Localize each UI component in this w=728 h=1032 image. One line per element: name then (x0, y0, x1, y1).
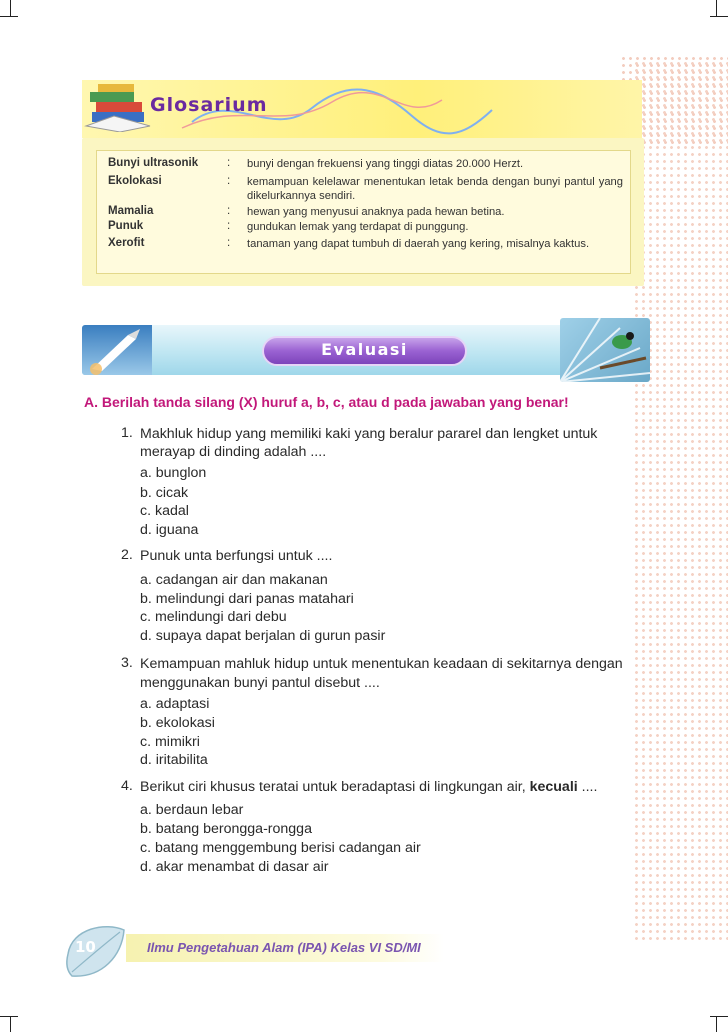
crop-mark (716, 0, 717, 16)
question-text: merayap di dinding adalah .... (140, 444, 327, 460)
emphasis-word: kecuali (529, 779, 578, 795)
crop-mark (716, 1016, 717, 1032)
question-number: 3. (121, 655, 133, 671)
question-text: menggunakan bunyi pantul disebut .... (140, 675, 380, 691)
glossary-term: Bunyi ultrasonik (108, 157, 199, 169)
answer-option[interactable]: a. bunglon (140, 465, 207, 481)
crop-mark (710, 1016, 728, 1017)
glossary-definition: gundukan lemak yang terdapat di punggung. (247, 221, 469, 233)
answer-option[interactable]: d. iguana (140, 522, 199, 538)
glossary-title: Glosarium (150, 94, 268, 116)
question-text: Kemampuan mahluk hidup untuk menentukan keadaan di sekitarnya dengan (140, 656, 623, 672)
answer-option[interactable]: d. supaya dapat berjalan di gurun pasir (140, 628, 386, 644)
answer-option[interactable]: c. batang menggembung berisi cadangan air (140, 840, 421, 856)
glossary-colon: : (227, 237, 231, 249)
bird-image (560, 318, 650, 382)
glossary-definition: tanaman yang dapat tumbuh di daerah yang kering, misalnya kaktus. (247, 238, 590, 250)
question-text-part: Berikut ciri khusus teratai untuk beradaptasi di lingkungan air, (140, 779, 530, 795)
answer-option[interactable]: c. kadal (140, 503, 189, 519)
glossary-colon: : (227, 175, 231, 187)
answer-option[interactable]: b. batang berongga-rongga (140, 821, 312, 837)
crop-mark (0, 16, 18, 17)
glossary-colon: : (227, 220, 231, 232)
evaluation-title: Evaluasi (321, 340, 408, 359)
glossary-definition: kemampuan kelelawar menentukan letak benda dengan bunyi pantul yang dikelurkannya sendiri. (247, 176, 623, 202)
evaluation-instruction: A. Berilah tanda silang (X) huruf a, b, c, atau d pada jawaban yang benar! (84, 394, 569, 410)
dot-pattern-decoration (633, 60, 728, 940)
glossary-term: Punuk (108, 220, 144, 232)
bird-icon (560, 318, 650, 382)
answer-option[interactable]: d. iritabilita (140, 752, 208, 768)
glossary-colon: : (227, 157, 231, 169)
question-number: 2. (121, 547, 133, 563)
answer-option[interactable]: b. melindungi dari panas matahari (140, 591, 354, 607)
question-number: 1. (121, 425, 133, 441)
answer-option[interactable]: c. melindungi dari debu (140, 609, 287, 625)
page-number: 10 (75, 938, 96, 956)
question-text-part: .... (577, 779, 598, 795)
glossary-definition: bunyi dengan frekuensi yang tinggi diatas 20.000 Herzt. (247, 158, 524, 170)
crop-mark (0, 1016, 18, 1017)
glossary-term: Xerofit (108, 237, 145, 249)
answer-option[interactable]: c. mimikri (140, 734, 200, 750)
rocket-image (82, 325, 152, 375)
answer-option[interactable]: a. berdaun lebar (140, 802, 244, 818)
answer-option[interactable]: a. cadangan air dan makanan (140, 572, 328, 588)
question-text (140, 778, 597, 796)
book-title: Ilmu Pengetahuan Alam (IPA) Kelas VI SD/MI (147, 940, 421, 955)
rocket-icon (82, 325, 152, 375)
crop-mark (710, 16, 728, 17)
glossary-colon: : (227, 205, 231, 217)
answer-option[interactable]: a. adaptasi (140, 696, 210, 712)
glossary-definition: hewan yang menyusui anaknya pada hewan betina. (247, 206, 505, 218)
glossary-term: Mamalia (108, 205, 154, 217)
crop-mark (10, 0, 11, 16)
question-number: 4. (121, 778, 133, 794)
answer-option[interactable]: b. ekolokasi (140, 715, 215, 731)
glossary-term: Ekolokasi (108, 175, 162, 187)
answer-option[interactable]: b. cicak (140, 485, 189, 501)
question-text: Makhluk hidup yang memiliki kaki yang beralur pararel dan lengket untuk (140, 426, 598, 442)
answer-option[interactable]: d. akar menambat di dasar air (140, 859, 329, 875)
books-icon (84, 82, 152, 132)
question-text: Punuk unta berfungsi untuk .... (140, 548, 333, 564)
crop-mark (10, 1016, 11, 1032)
